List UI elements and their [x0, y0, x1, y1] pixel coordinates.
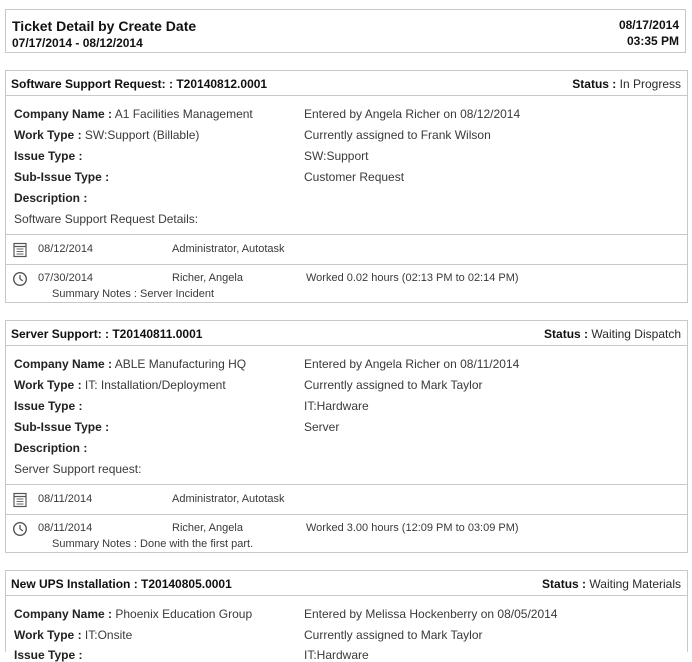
company-value: Phoenix Education Group: [115, 607, 253, 621]
company-value: A1 Facilities Management: [114, 107, 253, 121]
description-label: Description :: [14, 441, 88, 455]
ticket-status: [544, 327, 681, 341]
time-entry-date: 07/30/2014: [38, 272, 94, 284]
work-type-row: [14, 128, 199, 142]
assigned-to: Currently assigned to Frank Wilson: [304, 128, 491, 142]
status-label: Status :: [544, 327, 589, 341]
issue-type-row: [14, 149, 82, 163]
issue-type-label: Issue Type :: [14, 648, 83, 662]
clock-icon: [12, 271, 28, 287]
issue-type-label: Issue Type :: [14, 149, 83, 163]
clock-icon: [12, 521, 28, 537]
issue-type-label: Issue Type :: [14, 399, 83, 413]
company-row: [14, 357, 246, 371]
ticket-title[interactable]: Software Support Request: : T20140812.0001: [11, 77, 268, 91]
report-date-range: 07/17/2014 - 08/12/2014: [12, 36, 143, 50]
report-run-date: 08/17/2014: [618, 18, 679, 32]
work-type-value: IT:Onsite: [84, 628, 133, 642]
work-type-label: Work Type :: [14, 628, 82, 642]
time-entry-worked: Worked 0.02 hours (02:13 PM to 02:14 PM): [306, 272, 519, 284]
ticket-card: [5, 570, 688, 662]
assigned-to: Currently assigned to Mark Taylor: [304, 628, 483, 642]
sub-issue-type-row: [14, 170, 109, 184]
work-type-value: IT: Installation/Deployment: [84, 378, 226, 392]
report-title: Ticket Detail by Create Date: [12, 18, 197, 34]
report-header: [5, 9, 686, 53]
summary-notes-label: Summary Notes :: [52, 288, 137, 300]
sub-issue-type-value: Server: [304, 420, 340, 434]
summary-notes: [52, 538, 253, 550]
issue-type-row: [14, 399, 82, 413]
summary-notes-value: Done with the first part.: [140, 538, 254, 550]
assigned-to: Currently assigned to Mark Taylor: [304, 378, 483, 392]
ticket-card: [5, 70, 688, 303]
ticket-title[interactable]: New UPS Installation : T20140805.0001: [11, 577, 232, 591]
issue-type-row: [14, 648, 82, 662]
time-entry-worked: Worked 3.00 hours (12:09 PM to 03:09 PM): [306, 522, 519, 534]
note-icon: [12, 492, 28, 508]
note-author: Administrator, Autotask: [172, 493, 285, 505]
ticket-header: [6, 321, 687, 346]
note-icon: [12, 242, 28, 258]
status-label: Status :: [542, 577, 587, 591]
summary-notes-value: Server Incident: [140, 288, 215, 300]
ticket-header: [6, 571, 687, 596]
time-entry-resource: Richer, Angela: [172, 522, 243, 534]
status-value: Waiting Dispatch: [591, 327, 681, 341]
company-value: ABLE Manufacturing HQ: [114, 357, 247, 371]
description-text: Software Support Request Details:: [14, 212, 199, 226]
entered-by: Entered by Angela Richer on 08/12/2014: [304, 107, 521, 121]
work-type-row: [14, 378, 226, 392]
entered-by: Entered by Melissa Hockenberry on 08/05/2014: [304, 607, 558, 621]
sub-issue-type-value: Customer Request: [304, 170, 405, 184]
summary-notes-label: Summary Notes :: [52, 538, 137, 550]
time-entry: [6, 514, 687, 554]
work-type-label: Work Type :: [14, 378, 82, 392]
ticket-status: [572, 77, 681, 91]
issue-type-value: IT:Hardware: [304, 399, 369, 413]
note-date: 08/11/2014: [38, 493, 93, 505]
ticket-note-entry: [6, 484, 687, 514]
summary-notes: [52, 288, 214, 300]
work-type-label: Work Type :: [14, 128, 82, 142]
ticket-title[interactable]: Server Support: : T20140811.0001: [11, 327, 203, 341]
time-entry-date: 08/11/2014: [38, 522, 93, 534]
work-type-row: [14, 628, 132, 642]
status-value: Waiting Materials: [589, 577, 681, 591]
entered-by: Entered by Angela Richer on 08/11/2014: [304, 357, 520, 371]
company-label: Company Name :: [14, 107, 113, 121]
description-label: Description :: [14, 191, 88, 205]
company-row: [14, 607, 252, 621]
issue-type-value: SW:Support: [304, 149, 369, 163]
ticket-note-entry: [6, 234, 687, 264]
sub-issue-type-label: Sub-Issue Type :: [14, 420, 110, 434]
status-label: Status :: [572, 77, 617, 91]
report-run-time: 03:35 PM: [626, 34, 679, 48]
time-entry-resource: Richer, Angela: [172, 272, 243, 284]
sub-issue-type-label: Sub-Issue Type :: [14, 170, 110, 184]
time-entry: [6, 264, 687, 304]
company-label: Company Name :: [14, 357, 113, 371]
note-date: 08/12/2014: [38, 243, 94, 255]
sub-issue-type-row: [14, 420, 109, 434]
company-row: [14, 107, 253, 121]
ticket-card: [5, 320, 688, 553]
status-value: In Progress: [619, 77, 681, 91]
description-row: [14, 191, 87, 205]
note-author: Administrator, Autotask: [172, 243, 285, 255]
issue-type-value: IT:Hardware: [304, 648, 369, 662]
ticket-status: [542, 577, 681, 591]
description-row: [14, 441, 87, 455]
company-label: Company Name :: [14, 607, 113, 621]
work-type-value: SW:Support (Billable): [84, 128, 200, 142]
ticket-header: [6, 71, 687, 96]
description-text: Server Support request:: [14, 462, 142, 476]
